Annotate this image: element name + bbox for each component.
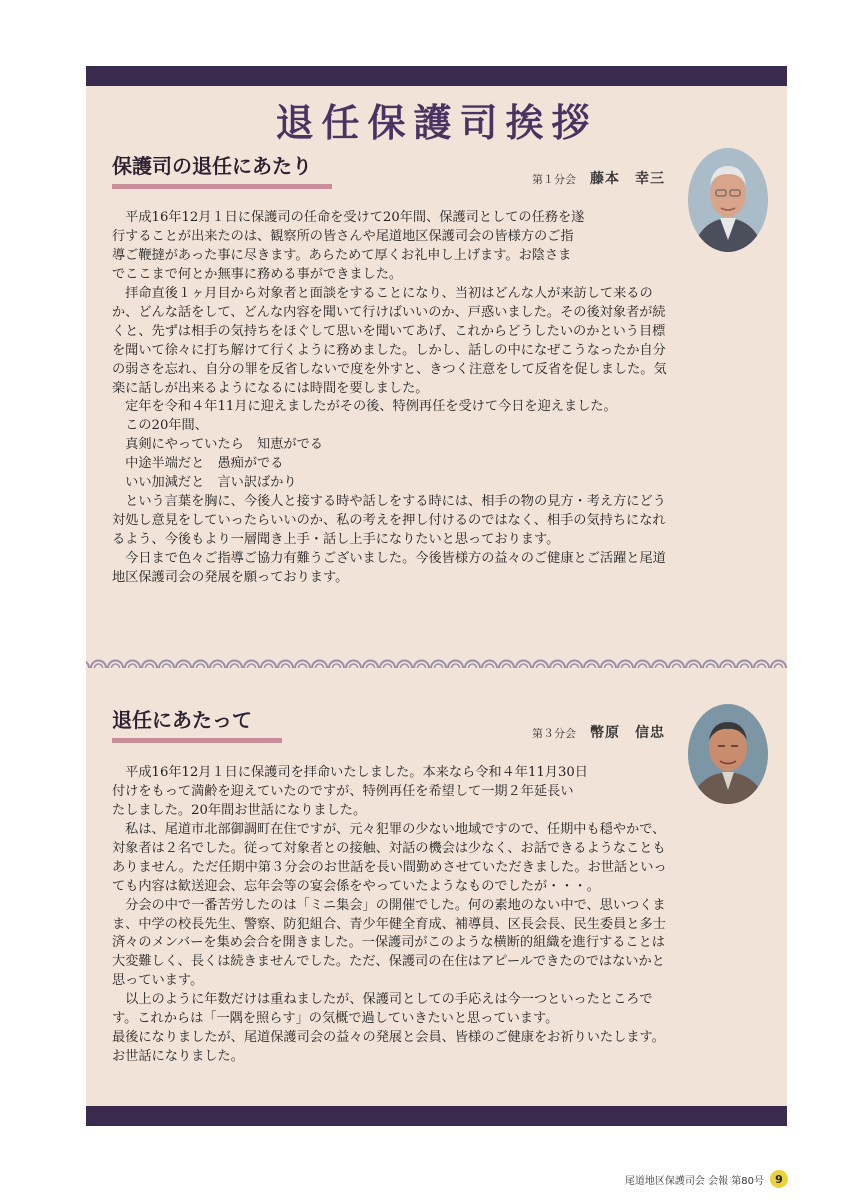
section1-paragraph-line: この20年間、 [112,418,208,434]
section2-paragraph-line: 大変難しく、長くは続きませんでした。ただ、保護司の在住はアピールできたのではないかと [112,954,665,970]
section1-paragraph-line: いい加減だと 言い訳ばかり [112,475,297,491]
section2-intro [112,764,682,821]
section2-paragraph-line: 以上のように年数だけは重ねましたが、保護司としての手応えは今一つといったところで [112,992,653,1008]
section1-title [112,150,312,183]
section1-paragraph-line: くと、先ずは相手の気持ちをほぐして思いを聞いてあげ、これからどうしたいのかという目標 [112,323,666,339]
section1-paragraph-line: 対処し意見をしていったらいいのか、私の考えを押し付けるのではなく、相手の気持ちになれ [112,512,666,528]
section2-paragraph-line: 付けをもって満齢を迎えていたのですが、特例再任を希望して一期２年延長い [112,783,574,799]
section1-paragraph-line: を聞いて徐々に打ち解けて行くように務めました。しかし、話しの中になぜこうなったか自分 [112,342,666,358]
section1-paragraph-line: 導ご鞭撻があった事に尽きます。あらためて厚くお礼申し上げます。お陰さま [112,247,572,263]
section2-paragraph-line: お世話になりました。 [112,1048,244,1064]
section2-paragraph-line: 対象者は２名でした。従って対象者との接触、対話の機会は少なく、お話できるようなことも [112,840,666,856]
page-number: 9 [770,1170,788,1188]
section2-author [532,722,665,742]
section2-paragraph-line: たしました。20年間お世話になりました。 [112,802,367,818]
publication-name: 尾道地区保護司会 会報 第80号 [624,1175,764,1187]
section2-paragraph-line: 最後になりましたが、尾道保護司会の益々の発展と会員、皆様のご健康をお祈りいたします。 [112,1029,665,1045]
section1-title-underline [112,184,332,189]
section1-paragraph-line: の弱さを忘れ、自分の罪を反省しないで度を外すと、きつく注意をして反省を促しました。気 [112,361,667,377]
section2-paragraph-line: す。これからは「一隅を照らす」の気概で過していきたいと思っています。 [112,1011,559,1027]
section1-intro [112,209,682,285]
section2-paragraph-line: ありません。ただ任期中第３分会のお世話を長い間勤めさせていただきました。お世話といっ [112,859,667,875]
section2-paragraph-line: 分会の中で一番苦労したのは「ミニ集会」の開催でした。何の素地のない中で、思いつくま [112,897,666,913]
section2-title-text: 退任にあたって [112,708,252,732]
section2-name: 幣原 信忠 [590,725,665,741]
section1-paragraph-line: 行することが出来たのは、観察所の皆さんや尾道地区保護司会の皆様方のご指 [112,228,574,244]
bottom-bar [86,1106,787,1126]
page-title: 退任保護司挨拶 [275,101,598,145]
section2-paragraph-line: 私は、尾道市北部御調町在住ですが、元々犯罪の少ない地域ですので、任期中も穏やかで、 [112,822,666,837]
section2-paragraph-line: ても内容は歓送迎会、忘年会等の宴会係をやっていたようなものでしたが・・・。 [112,878,600,894]
section2-paragraph-line: 平成16年12月１日に保護司を拝命いたしました。本来なら令和４年11月30日 [112,765,588,780]
section1-paragraph-line: という言葉を胸に、今後人と接する時や話しをする時には、相手の物の見方・考え方にどう [112,493,666,509]
section2-title [112,704,252,737]
section1-portrait [688,148,768,252]
wave-divider [86,652,787,668]
section2-paragraph-line: 思っています。 [112,973,204,989]
section1-title-text: 保護司の退任にあたり [112,154,312,178]
section1-paragraph-line: るよう、今後もより一層聞き上手・話し上手になりたいと思っております。 [112,531,560,547]
section2-body [112,821,772,1067]
section1-paragraph-line: 地区保護司会の発展を願っております。 [112,569,349,585]
section1-author [532,168,665,188]
section1-paragraph-line: 平成16年12月１日に保護司の任命を受けて20年間、保護司としての任務を遂 [112,210,585,225]
section1-paragraph-line: 拝命直後１ヶ月目から対象者と面談をすることになり、当初はどんな人が来訪して来るの [112,286,653,301]
portrait-shidehara-image [688,704,768,804]
section1-body [112,285,772,588]
section2-paragraph-line: ま、中学の校長先生、警察、防犯組合、青少年健全育成、補導員、区長会長、民生委員と多士 [112,916,666,932]
section1-branch: 第１分会 [532,173,576,186]
section1-paragraph-line: 中途半端だと 愚痴がでる [112,456,284,472]
section1-paragraph-line: 今日まで色々ご指導ご協力有難うございました。今後皆様方の益々のご健康とご活躍と尾道 [112,550,666,566]
portrait-fujimoto-image [688,148,768,252]
section1-paragraph-line: か、どんな話をして、どんな内容を聞いて行けばいいのか、戸惑いました。その後対象者が続 [112,304,666,320]
section2-paragraph-line: 済々のメンバーを集め会合を開きました。一保護司がこのような横断的組織を進行することは [112,935,665,951]
section2-portrait [688,704,768,804]
section1-name: 藤本 幸三 [590,171,665,187]
section2-title-underline [112,738,282,743]
section1-paragraph-line: 楽に話しが出来るようになるには時間を要しました。 [112,380,429,396]
top-bar [86,66,787,86]
section1-paragraph-line: 真剣にやっていたら 知恵がでる [112,437,323,453]
page-footer [625,1170,788,1188]
section2-branch: 第３分会 [532,727,576,740]
section1-paragraph-line: でここまで何とか無事に務める事ができました。 [112,266,403,282]
section1-paragraph-line: 定年を令和４年11月に迎えましたがその後、特例再任を受けて今日を迎えました。 [112,399,617,415]
